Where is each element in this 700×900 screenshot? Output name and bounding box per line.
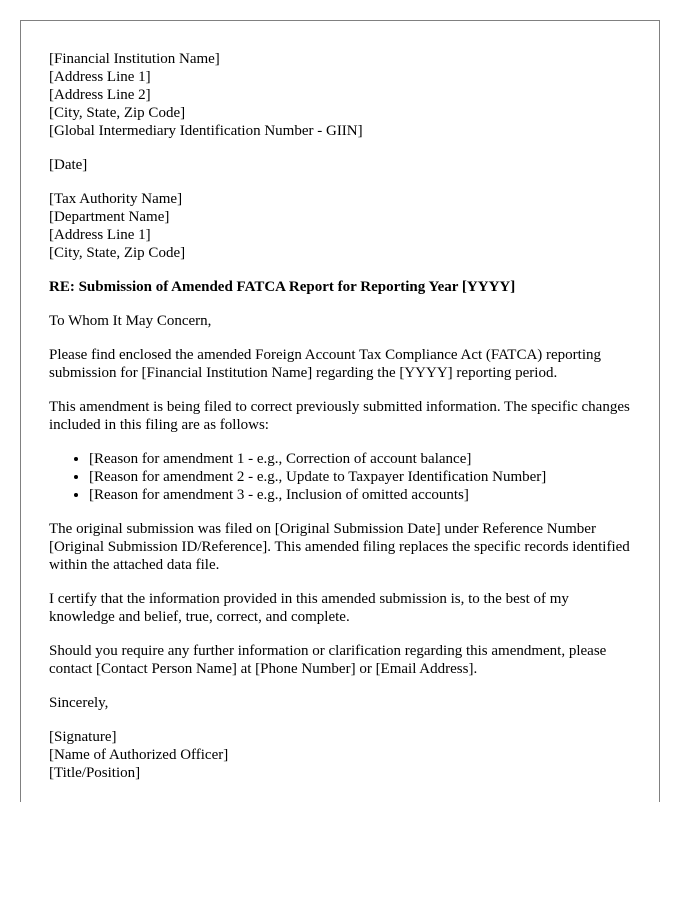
sender-institution-name: [Financial Institution Name] xyxy=(49,51,220,67)
closing: Sincerely, xyxy=(49,695,109,711)
recipient-address-block xyxy=(49,190,631,262)
purpose-paragraph: This amendment is being filed to correct previously submitted information. The specific changes included in this filing are as follows: xyxy=(49,399,630,433)
sender-giin: [Global Intermediary Identification Number - GIIN] xyxy=(49,123,363,139)
certification-paragraph: I certify that the information provided in this amended submission is, to the best of my knowledge and belief, true, correct, and complete. xyxy=(49,591,569,625)
sender-address-line-1: [Address Line 1] xyxy=(49,69,151,85)
subject-line: RE: Submission of Amended FATCA Report for Reporting Year [YYYY] xyxy=(49,279,516,295)
recipient-authority-name: [Tax Authority Name] xyxy=(49,191,183,207)
contact-paragraph: Should you require any further information or clarification regarding this amendment, please contact [Contact Person Name] at [Phone Number] or [Email Address]. xyxy=(49,643,607,677)
amendment-reasons-list xyxy=(49,450,631,504)
original-submission-paragraph: The original submission was filed on [Original Submission Date] under Reference Number [Original Submission ID/Reference]. This amended filing replaces the specific records identified within the attached data file. xyxy=(49,521,630,573)
intro-paragraph: Please find enclosed the amended Foreign Account Tax Compliance Act (FATCA) reporting submission for [Financial Institution Name] regarding the [YYYY] reporting period. xyxy=(49,347,602,381)
recipient-department-name: [Department Name] xyxy=(49,209,170,225)
sender-city-state-zip: [City, State, Zip Code] xyxy=(49,105,186,121)
letter-page xyxy=(20,20,660,802)
signature-placeholder: [Signature] xyxy=(49,729,117,745)
letter-date: [Date] xyxy=(49,157,88,173)
list-item: • [Reason for amendment 3 - e.g., Inclusion of omitted accounts] xyxy=(89,486,631,504)
signature-block xyxy=(49,728,631,782)
officer-title: [Title/Position] xyxy=(49,765,141,781)
list-item: • [Reason for amendment 1 - e.g., Correction of account balance] xyxy=(89,450,631,468)
salutation: To Whom It May Concern, xyxy=(49,313,212,329)
officer-name: [Name of Authorized Officer] xyxy=(49,747,229,763)
recipient-city-state-zip: [City, State, Zip Code] xyxy=(49,245,186,261)
sender-address-block xyxy=(49,50,631,140)
list-item: • [Reason for amendment 2 - e.g., Update to Taxpayer Identification Number] xyxy=(89,468,631,486)
sender-address-line-2: [Address Line 2] xyxy=(49,87,151,103)
recipient-address-line-1: [Address Line 1] xyxy=(49,227,151,243)
